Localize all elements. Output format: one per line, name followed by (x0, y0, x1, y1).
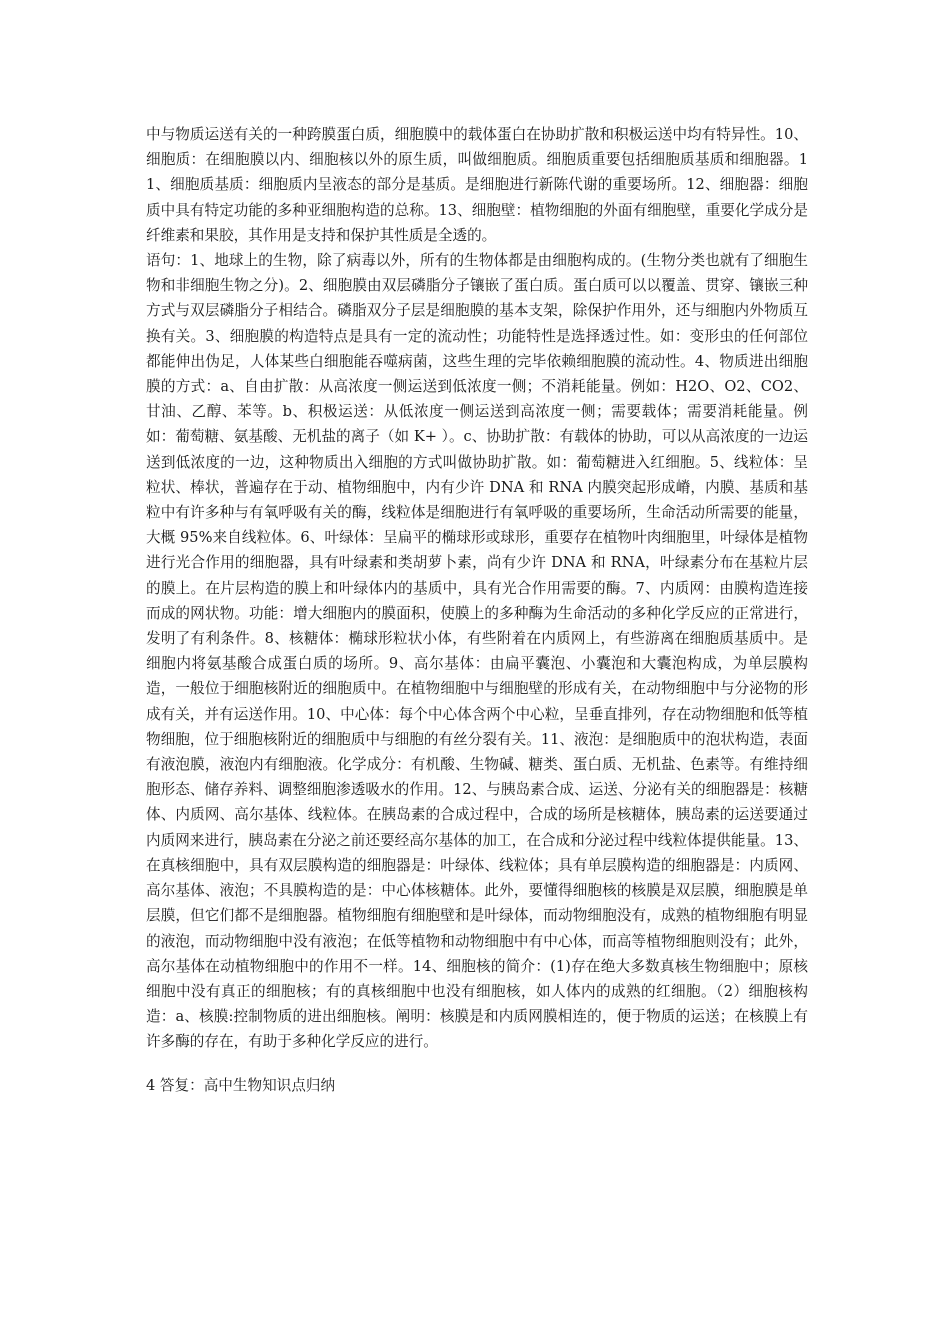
paragraph-definitions: 中与物质运送有关的一种跨膜蛋白质，细胞膜中的载体蛋白在协助扩散和积极运送中均有特异性。10、细胞质：在细胞膜以内、细胞核以外的原生质，叫做细胞质。细胞质重要包括细胞质基质和细胞器。11、细胞质基质：细胞质内呈液态的部分是基质。是细胞进行新陈代谢的重要场所。12、细胞器：细胞质中具有特定功能的多种亚细胞构造的总称。13、细胞壁：植物细胞的外面有细胞壁，重要化学成分是纤维素和果胶，其作用是支持和保护其性质是全透的。 (146, 126, 808, 244)
document-body (146, 122, 808, 1098)
paragraph-statements: 语句：1、地球上的生物，除了病毒以外，所有的生物体都是由细胞构成的。(生物分类也就有了细胞生物和非细胞生物之分)。2、细胞膜由双层磷脂分子镶嵌了蛋白质。蛋白质可以以覆盖、贯穿、镶嵌三种方式与双层磷脂分子相结合。磷脂双分子层是细胞膜的基本支架，除保护作用外，还与细胞内外物质互换有关。3、细胞膜的构造特点是具有一定的流动性；功能特性是选择透过性。如：变形虫的任何部位都能伸出伪足，人体某些白细胞能吞噬病菌，这些生理的完毕依赖细胞膜的流动性。4、物质进出细胞膜的方式：a、自由扩散：从高浓度一侧运送到低浓度一侧；不消耗能量。例如：H2O、O2、CO2、甘油、乙醇、苯等。b、积极运送：从低浓度一侧运送到高浓度一侧；需要载体；需要消耗能量。例如：葡萄糖、氨基酸、无机盐的离子（如 K+ ）。c、协助扩散：有载体的协助，可以从高浓度的一边运送到低浓度的一边，这种物质出入细胞的方式叫做协助扩散。如：葡萄糖进入红细胞。5、线粒体：呈粒状、棒状，普遍存在于动、植物细胞中，内有少许 DNA 和 RNA 内膜突起形成嵴，内膜、基质和基粒中有许多种与有氧呼吸有关的酶，线粒体是细胞进行有氧呼吸的重要场所，生命活动所需要的能量，大概 95%来自线粒体。6、叶绿体：呈扁平的椭球形或球形，重要存在植物叶肉细胞里，叶绿体是植物进行光合作用的细胞器，具有叶绿素和类胡萝卜素，尚有少许 DNA 和 RNA，叶绿素分布在基粒片层的膜上。在片层构造的膜上和叶绿体内的基质中，具有光合作用需要的酶。7、内质网：由膜构造连接而成的网状物。功能：增大细胞内的膜面积，使膜上的多种酶为生命活动的多种化学反应的正常进行，发明了有利条件。8、核糖体：椭球形粒状小体，有些附着在内质网上，有些游离在细胞质基质中。是细胞内将氨基酸合成蛋白质的场所。9、高尔基体：由扁平囊泡、小囊泡和大囊泡构成，为单层膜构造，一般位于细胞核附近的细胞质中。在植物细胞中与细胞壁的形成有关，在动物细胞中与分泌物的形成有关，并有运送作用。10、中心体：每个中心体含两个中心粒，呈垂直排列，存在动物细胞和低等植物细胞，位于细胞核附近的细胞质中与细胞的有丝分裂有关。11、液泡：是细胞质中的泡状构造，表面有液泡膜，液泡内有细胞液。化学成分：有机酸、生物碱、糖类、蛋白质、无机盐、色素等。有维持细胞形态、储存养料、调整细胞渗透吸水的作用。12、与胰岛素合成、运送、分泌有关的细胞器是：核糖体、内质网、高尔基体、线粒体。在胰岛素的合成过程中，合成的场所是核糖体，胰岛素的运送要通过内质网来进行，胰岛素在分泌之前还要经高尔基体的加工，在合成和分泌过程中线粒体提供能量。13、在真核细胞中，具有双层膜构造的细胞器是：叶绿体、线粒体；具有单层膜构造的细胞器是：内质网、高尔基体、液泡；不具膜构造的是：中心体核糖体。此外，要懂得细胞核的核膜是双层膜，细胞膜是单层膜，但它们都不是细胞器。植物细胞有细胞壁和是叶绿体，而动物细胞没有，成熟的植物细胞有明显的液泡，而动物细胞中没有液泡；在低等植物和动物细胞中有中心体，而高等植物细胞则没有；此外，高尔基体在动植物细胞中的作用不一样。14、细胞核的简介：(1)存在绝大多数真核生物细胞中；原核细胞中没有真正的细胞核；有的真核细胞中也没有细胞核，如人体内的成熟的红细胞。（2）细胞核构造：a、核膜:控制物质的进出细胞核。阐明：核膜是和内质网膜相连的，便于物质的运送；在核膜上有许多酶的存在，有助于多种化学反应的进行。 (146, 252, 808, 1051)
answer-heading: 4 答复：高中生物知识点归纳 (146, 1076, 336, 1094)
paragraph-spacer (146, 1055, 808, 1073)
